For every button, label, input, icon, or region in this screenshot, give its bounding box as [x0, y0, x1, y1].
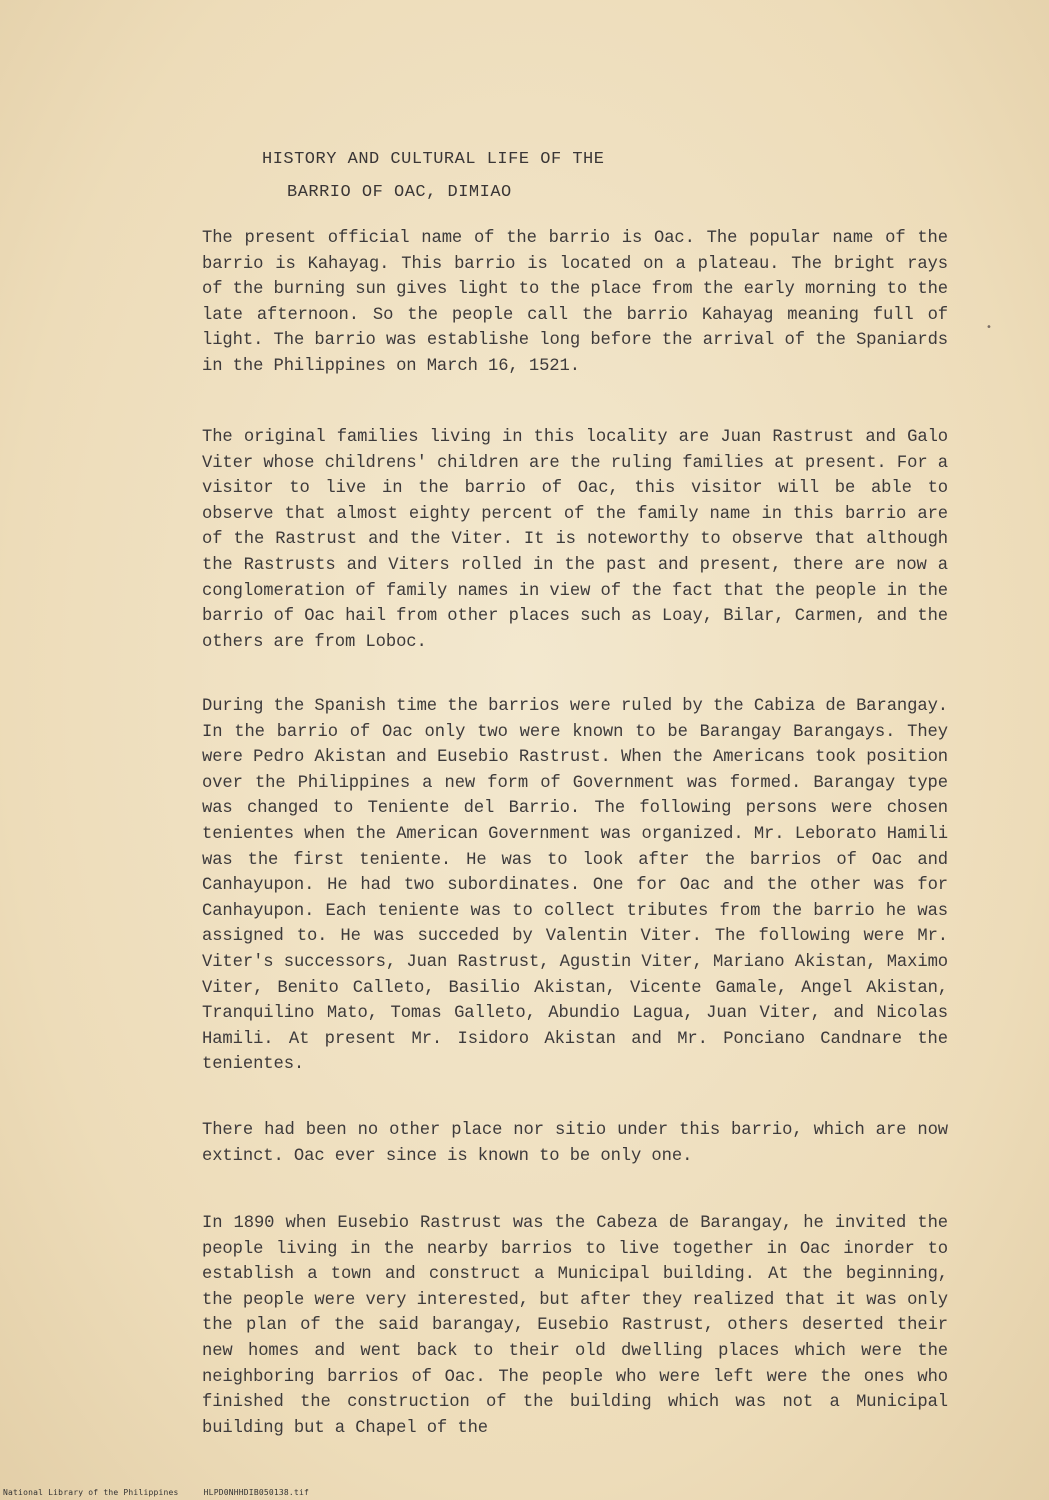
document-title-line-1: HISTORY AND CULTURAL LIFE OF THE: [262, 150, 605, 169]
paragraph-spanish-time: [202, 694, 948, 1078]
document-title-line-2: BARRIO OF OAC, DIMIAO: [287, 183, 512, 202]
margin-dot: •: [986, 322, 992, 333]
paragraph-text: In 1890 when Eusebio Rastrust was the Cabeza de Barangay, he invited the people living in the nearby barrios to live together in Oac inorder to establish a town and construct a Municipal building. At the beginning, the people were very interested, but after they realized that it was only the plan of the said barangay, Eusebio Rastrust, others deserted their new homes and went back to their old dwelling places which were the neighboring barrios of Oac. The people who were left were the ones who finished the construction of the building which was not a Municipal building but a Chapel of the: [202, 1214, 948, 1438]
paragraph-text: The original families living in this locality are Juan Rastrust and Galo Viter whose childrens' children are the ruling families at present. For a visitor to live in the barrio of Oac, this visitor will be able to observe that almost eighty percent of the family name in this barrio are of the Rastrust and the Viter. It is noteworthy to observe that although the Rastrusts and Viters rolled in the past and present, there are now a conglomeration of family names in view of the fact that the people in the barrio of Oac hail from other places such as Loay, Bilar, Carmen, and the others are from Loboc.: [202, 428, 948, 652]
paragraph-text: The present official name of the barrio is Oac. The popular name of the barrio is Kahayag. This barrio is located on a plateau. The bright rays of the burning sun gives light to the place from the early morning to the late afternoon. So the people call the barrio Kahayag meaning full of light. The barrio was establishe long before the arrival of the Spaniards in the Philippines on March 16, 1521.: [202, 229, 948, 376]
paragraph-official-name: [202, 226, 948, 380]
paragraph-1890-history: [202, 1211, 948, 1441]
paragraph-no-sitio: [202, 1118, 948, 1169]
paragraph-original-families: [202, 425, 948, 655]
paragraph-text: There had been no other place nor sitio under this barrio, which are now extinct. Oac ever since is known to be only one.: [202, 1121, 948, 1166]
scan-footer: National Library of the Philippines HLPD0NHHDIB050138.tif: [3, 1488, 310, 1497]
paragraph-text: During the Spanish time the barrios were ruled by the Cabiza de Barangay. In the barrio of Oac only two were known to be Barangay Barangays. They were Pedro Akistan and Eusebio Rastrust. When the Americans took position over the Philippines a new form of Government was formed. Barangay type was changed to Teniente del Barrio. The following persons were chosen tenientes when the American Government was organized. Mr. Leborato Hamili was the first teniente. He was to look after the barrios of Oac and Canhayupon. He had two subordinates. One for Oac and the other was for Canhayupon. Each teniente was to collect tributes from the barrio he was assigned to. He was succeded by Valentin Viter. The following were Mr. Viter's successors, Juan Rastrust, Agustin Viter, Mariano Akistan, Maximo Viter, Benito Calleto, Basilio Akistan, Vicente Gamale, Angel Akistan, Tranquilino Mato, Tomas Galleto, Abundio Lagua, Juan Viter, and Nicolas Hamili. At present Mr. Isidoro Akistan and Mr. Ponciano Candnare the tenientes.: [202, 697, 948, 1075]
